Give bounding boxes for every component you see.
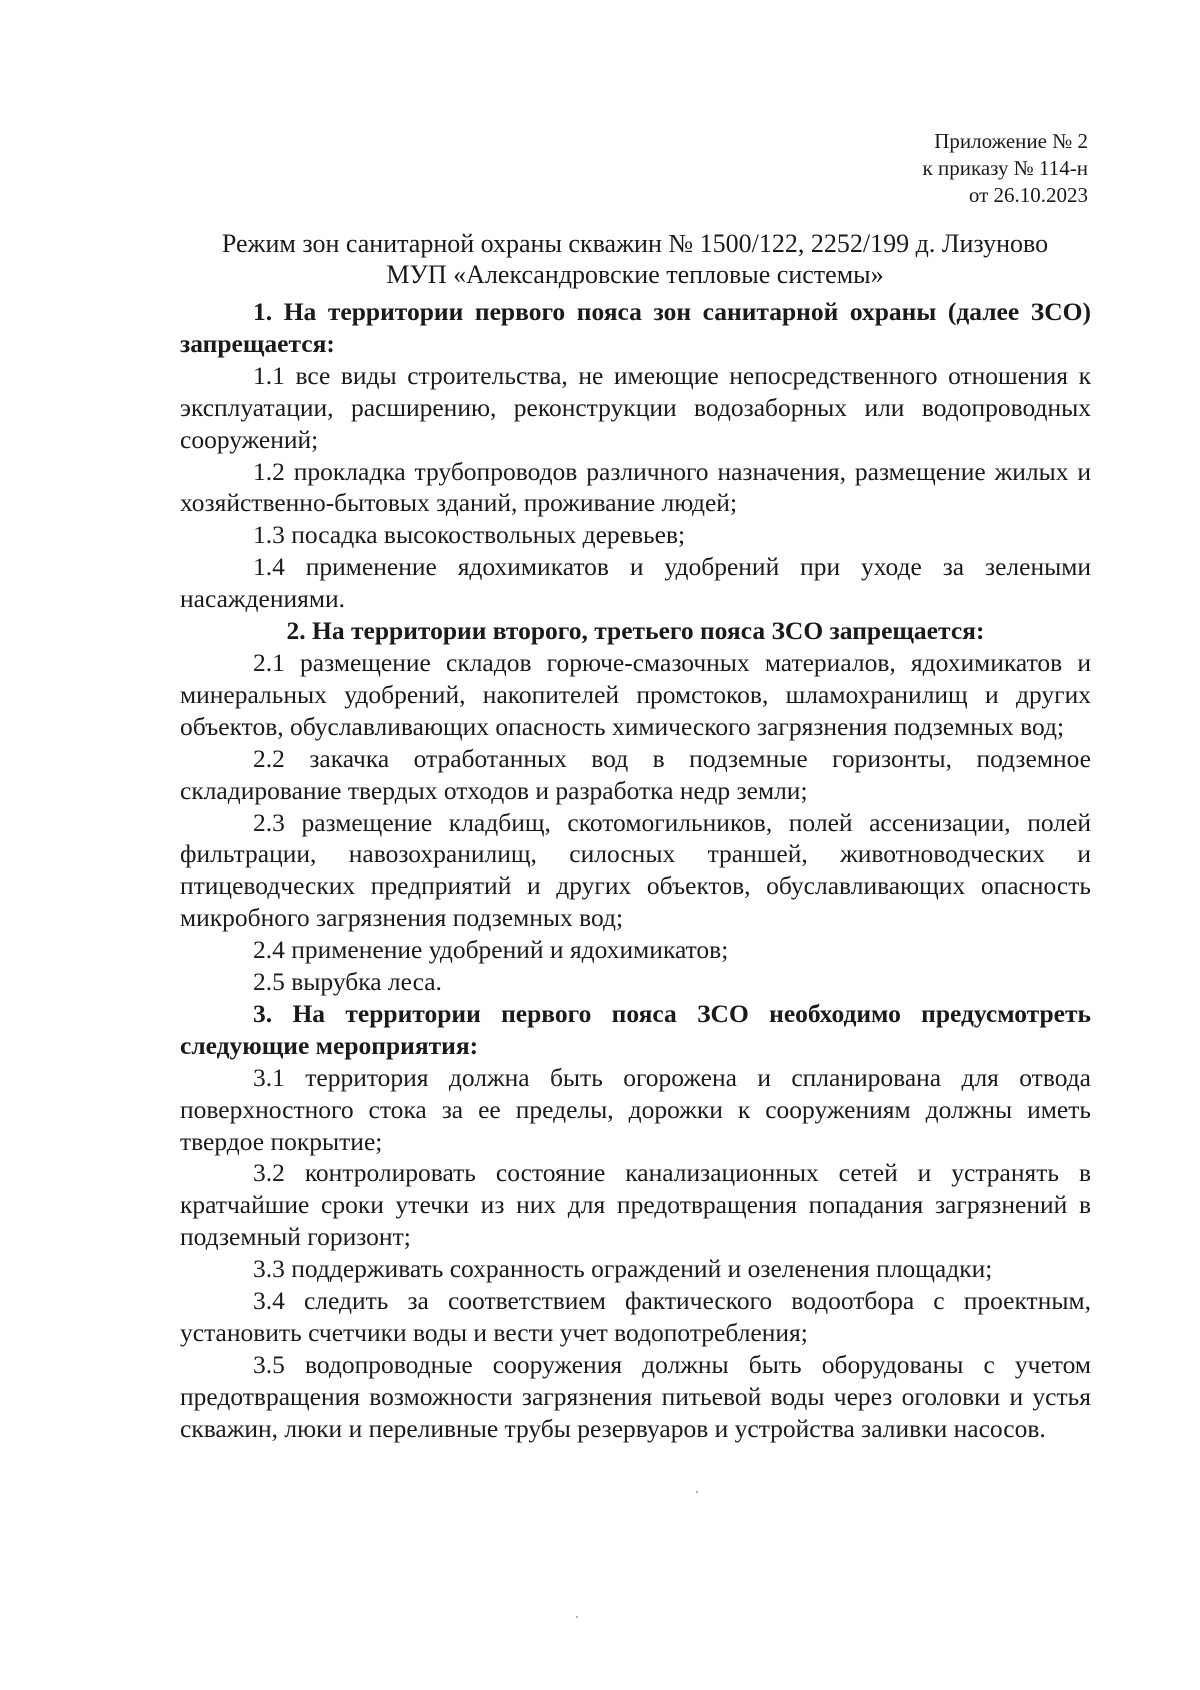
section-3-heading: 3. На территории первого пояса ЗСО необходимо предусмотреть следующие мероприятия: bbox=[180, 998, 1091, 1060]
item-1-3: 1.3 посадка высокоствольных деревьев; bbox=[253, 520, 686, 550]
title-line-1: Режим зон санитарной охраны скважин № 1500/122, 2252/199 д. Лизуново bbox=[221, 229, 1049, 258]
item-1-4: 1.4 применение ядохимикатов и удобрений при уходе за зелеными насаждениями. bbox=[180, 552, 1091, 614]
item-1-1: 1.1 все виды строительства, не имеющие непосредственного отношения к эксплуатации, расширению, реконструкции водозаборных или водопроводных сооружений; bbox=[180, 360, 1091, 454]
appendix-reference bbox=[923, 128, 1088, 209]
section-1-heading: 1. На территории первого пояса зон санитарной охраны (далее ЗСО) запрещается: bbox=[180, 297, 1091, 358]
scan-speck bbox=[576, 1616, 578, 1618]
item-3-5: 3.5 водопроводные сооружения должны быть оборудованы с учетом предотвращения возможности загрязнения питьевой воды через оголовки и устья скважин, люки и переливные трубы резервуаров и устройства заливки насосов. bbox=[180, 1349, 1091, 1443]
item-3-3: 3.3 поддерживать сохранность ограждений и озеленения площадки; bbox=[253, 1254, 993, 1284]
document-body bbox=[180, 296, 1091, 1445]
title-line-2: МУП «Александровские тепловые системы» bbox=[386, 260, 884, 289]
item-3-2: 3.2 контролировать состояние канализационных сетей и устранять в кратчайшие сроки утечки из них для предотвращения попадания загрязнений в подземный горизонт; bbox=[180, 1158, 1091, 1252]
order-date: от 26.10.2023 bbox=[968, 183, 1088, 207]
appendix-number: Приложение № 2 bbox=[934, 129, 1088, 153]
item-3-4: 3.4 следить за соответствием фактического водоотбора с проектным, установить счетчики воды и вести учет водопотребления; bbox=[180, 1286, 1091, 1347]
item-1-2: 1.2 прокладка трубопроводов различного назначения, размещение жилых и хозяйственно-бытовых зданий, проживание людей; bbox=[180, 456, 1091, 518]
section-2-heading: 2. На территории второго, третьего пояса ЗСО запрещается: bbox=[286, 616, 985, 646]
order-number: к приказу № 114-н bbox=[922, 156, 1088, 180]
item-2-3: 2.3 размещение кладбищ, скотомогильников, полей ассенизации, полей фильтрации, навозохранилищ, силосных траншей, животноводческих и птицеводческих предприятий и других объектов, обуславливающих опасность микробного загрязнения подземных вод; bbox=[180, 807, 1091, 933]
scan-speck bbox=[696, 1491, 698, 1493]
item-2-1: 2.1 размещение складов горюче-смазочных материалов, ядохимикатов и минеральных удобрений, накопителей промстоков, шламохранилищ и других объектов, обуславливающих опасность химического загрязнения подземных вод; bbox=[180, 647, 1091, 741]
item-2-2: 2.2 закачка отработанных вод в подземные горизонты, подземное складирование твердых отходов и разработка недр земли; bbox=[180, 743, 1091, 805]
document-title bbox=[180, 228, 1090, 290]
item-2-4: 2.4 применение удобрений и ядохимикатов; bbox=[253, 935, 729, 965]
item-2-5: 2.5 вырубка леса. bbox=[253, 967, 442, 997]
item-3-1: 3.1 территория должна быть огорожена и спланирована для отвода поверхностного стока за ее пределы, дорожки к сооружениям должны иметь твердое покрытие; bbox=[180, 1062, 1091, 1156]
